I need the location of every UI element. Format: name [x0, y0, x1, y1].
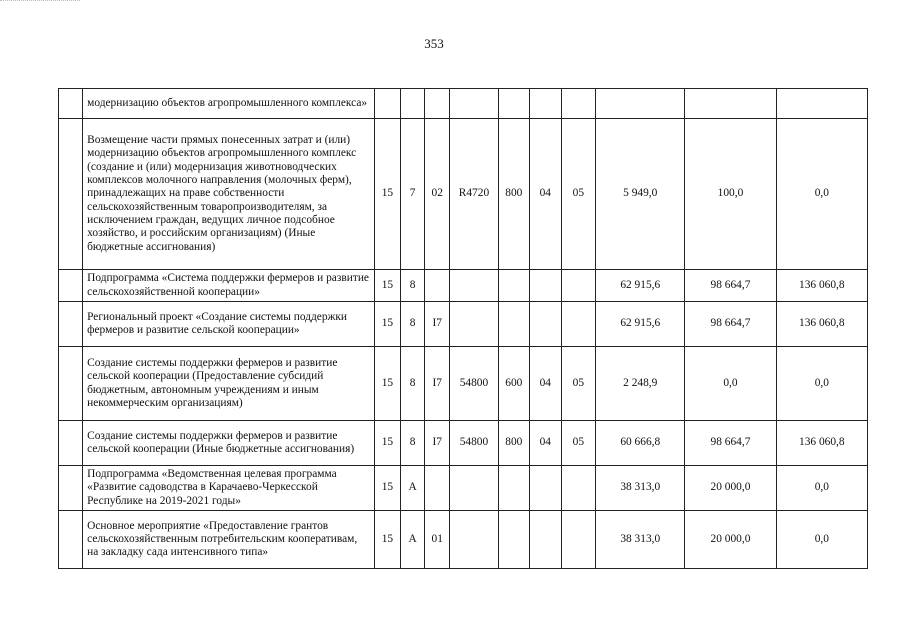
subprogram-code-cell: I7 — [425, 421, 450, 466]
direction-code-cell — [450, 89, 498, 119]
table-row — [59, 466, 868, 511]
row-description: Подпрограмма «Система поддержки фермеров и развитие сельскохозяйственной кооперации» — [83, 270, 375, 302]
row-marker-cell — [59, 119, 83, 270]
row-description: Создание системы поддержки фермеров и развитие сельской кооперации (Предоставление субсидий бюджетным, автономным учреждениям и иным некоммерческим организациям) — [83, 347, 375, 421]
direction-code-cell — [450, 466, 498, 511]
row-marker-cell — [59, 347, 83, 421]
expense-type-code-cell — [498, 302, 529, 347]
direction-code-cell — [450, 511, 498, 569]
program-code-cell: 8 — [401, 302, 425, 347]
direction-code-cell: 54800 — [450, 421, 498, 466]
amount-2021-cell — [776, 89, 867, 119]
subsection-code-cell — [561, 89, 596, 119]
row-description: модернизацию объектов агропромышленного комплекса» — [83, 89, 375, 119]
expense-type-code-cell: 600 — [498, 347, 529, 421]
row-marker-cell — [59, 270, 83, 302]
row-description: Создание системы поддержки фермеров и развитие сельской кооперации (Иные бюджетные ассигнования) — [83, 421, 375, 466]
subsection-code-cell: 05 — [561, 347, 596, 421]
subprogram-code-cell — [425, 466, 450, 511]
section-code-cell — [530, 302, 561, 347]
amount-2020-cell: 98 664,7 — [685, 270, 776, 302]
program-code-cell: А — [401, 466, 425, 511]
table-row — [59, 270, 868, 302]
table-row — [59, 421, 868, 466]
row-description: Возмещение части прямых понесенных затрат и (или) модернизацию объектов агропромышленного комплекс (создание и (или) модернизация животноводческих комплексов молочного направления (молочных ферм), принадлежащих на праве собственности сельскохозяйственным товаропроизводителям, за исключением граждан, ведущих личное подсобное хозяйство, и российским организациям) (Иные бюджетные ассигнования) — [83, 119, 375, 270]
amount-2020-cell — [685, 89, 776, 119]
subsection-code-cell — [561, 302, 596, 347]
table-row — [59, 347, 868, 421]
amount-2019-cell: 2 248,9 — [596, 347, 685, 421]
admin-code-cell: 15 — [374, 347, 400, 421]
direction-code-cell: R4720 — [450, 119, 498, 270]
table-body — [59, 89, 868, 569]
subsection-code-cell — [561, 466, 596, 511]
admin-code-cell: 15 — [374, 302, 400, 347]
amount-2021-cell: 136 060,8 — [776, 302, 867, 347]
subprogram-code-cell: I7 — [425, 302, 450, 347]
table-row — [59, 89, 868, 119]
row-description: Региональный проект «Создание системы поддержки фермеров и развитие сельской кооперации» — [83, 302, 375, 347]
section-code-cell — [530, 270, 561, 302]
amount-2019-cell: 38 313,0 — [596, 466, 685, 511]
amount-2019-cell — [596, 89, 685, 119]
amount-2019-cell: 60 666,8 — [596, 421, 685, 466]
admin-code-cell — [374, 89, 400, 119]
admin-code-cell: 15 — [374, 466, 400, 511]
subsection-code-cell — [561, 511, 596, 569]
amount-2021-cell: 136 060,8 — [776, 421, 867, 466]
row-description: Подпрограмма «Ведомственная целевая программа «Развитие садоводства в Карачаево-Черкесской Республике на 2019-2021 годы» — [83, 466, 375, 511]
amount-2021-cell: 0,0 — [776, 511, 867, 569]
amount-2020-cell: 20 000,0 — [685, 466, 776, 511]
section-code-cell — [530, 89, 561, 119]
budget-table-container — [58, 88, 868, 569]
amount-2019-cell: 5 949,0 — [596, 119, 685, 270]
row-description: Основное мероприятие «Предоставление грантов сельскохозяйственным потребительским кооперативам, на закладку сада интенсивного типа» — [83, 511, 375, 569]
row-marker-cell — [59, 466, 83, 511]
subprogram-code-cell: I7 — [425, 347, 450, 421]
section-code-cell: 04 — [530, 421, 561, 466]
amount-2021-cell: 0,0 — [776, 347, 867, 421]
section-code-cell — [530, 466, 561, 511]
expense-type-code-cell — [498, 89, 529, 119]
expense-type-code-cell: 800 — [498, 421, 529, 466]
amount-2021-cell: 136 060,8 — [776, 270, 867, 302]
subprogram-code-cell — [425, 270, 450, 302]
direction-code-cell: 54800 — [450, 347, 498, 421]
amount-2019-cell: 38 313,0 — [596, 511, 685, 569]
program-code-cell: 8 — [401, 347, 425, 421]
expense-type-code-cell — [498, 511, 529, 569]
amount-2020-cell: 98 664,7 — [685, 421, 776, 466]
scan-mark — [0, 0, 80, 7]
admin-code-cell: 15 — [374, 421, 400, 466]
amount-2019-cell: 62 915,6 — [596, 270, 685, 302]
section-code-cell — [530, 511, 561, 569]
program-code-cell: 7 — [401, 119, 425, 270]
subprogram-code-cell — [425, 89, 450, 119]
subsection-code-cell: 05 — [561, 119, 596, 270]
expense-type-code-cell: 800 — [498, 119, 529, 270]
amount-2021-cell: 0,0 — [776, 119, 867, 270]
program-code-cell: А — [401, 511, 425, 569]
admin-code-cell: 15 — [374, 270, 400, 302]
section-code-cell: 04 — [530, 119, 561, 270]
amount-2020-cell: 98 664,7 — [685, 302, 776, 347]
direction-code-cell — [450, 270, 498, 302]
row-marker-cell — [59, 89, 83, 119]
program-code-cell: 8 — [401, 270, 425, 302]
page-number: 353 — [424, 36, 444, 51]
table-row — [59, 302, 868, 347]
row-marker-cell — [59, 511, 83, 569]
amount-2019-cell: 62 915,6 — [596, 302, 685, 347]
budget-table — [58, 88, 868, 569]
subprogram-code-cell: 01 — [425, 511, 450, 569]
table-row — [59, 511, 868, 569]
amount-2020-cell: 100,0 — [685, 119, 776, 270]
expense-type-code-cell — [498, 270, 529, 302]
expense-type-code-cell — [498, 466, 529, 511]
direction-code-cell — [450, 302, 498, 347]
subprogram-code-cell: 02 — [425, 119, 450, 270]
admin-code-cell: 15 — [374, 511, 400, 569]
program-code-cell — [401, 89, 425, 119]
section-code-cell: 04 — [530, 347, 561, 421]
admin-code-cell: 15 — [374, 119, 400, 270]
amount-2020-cell: 0,0 — [685, 347, 776, 421]
subsection-code-cell: 05 — [561, 421, 596, 466]
row-marker-cell — [59, 302, 83, 347]
subsection-code-cell — [561, 270, 596, 302]
program-code-cell: 8 — [401, 421, 425, 466]
table-row — [59, 119, 868, 270]
amount-2021-cell: 0,0 — [776, 466, 867, 511]
amount-2020-cell: 20 000,0 — [685, 511, 776, 569]
row-marker-cell — [59, 421, 83, 466]
